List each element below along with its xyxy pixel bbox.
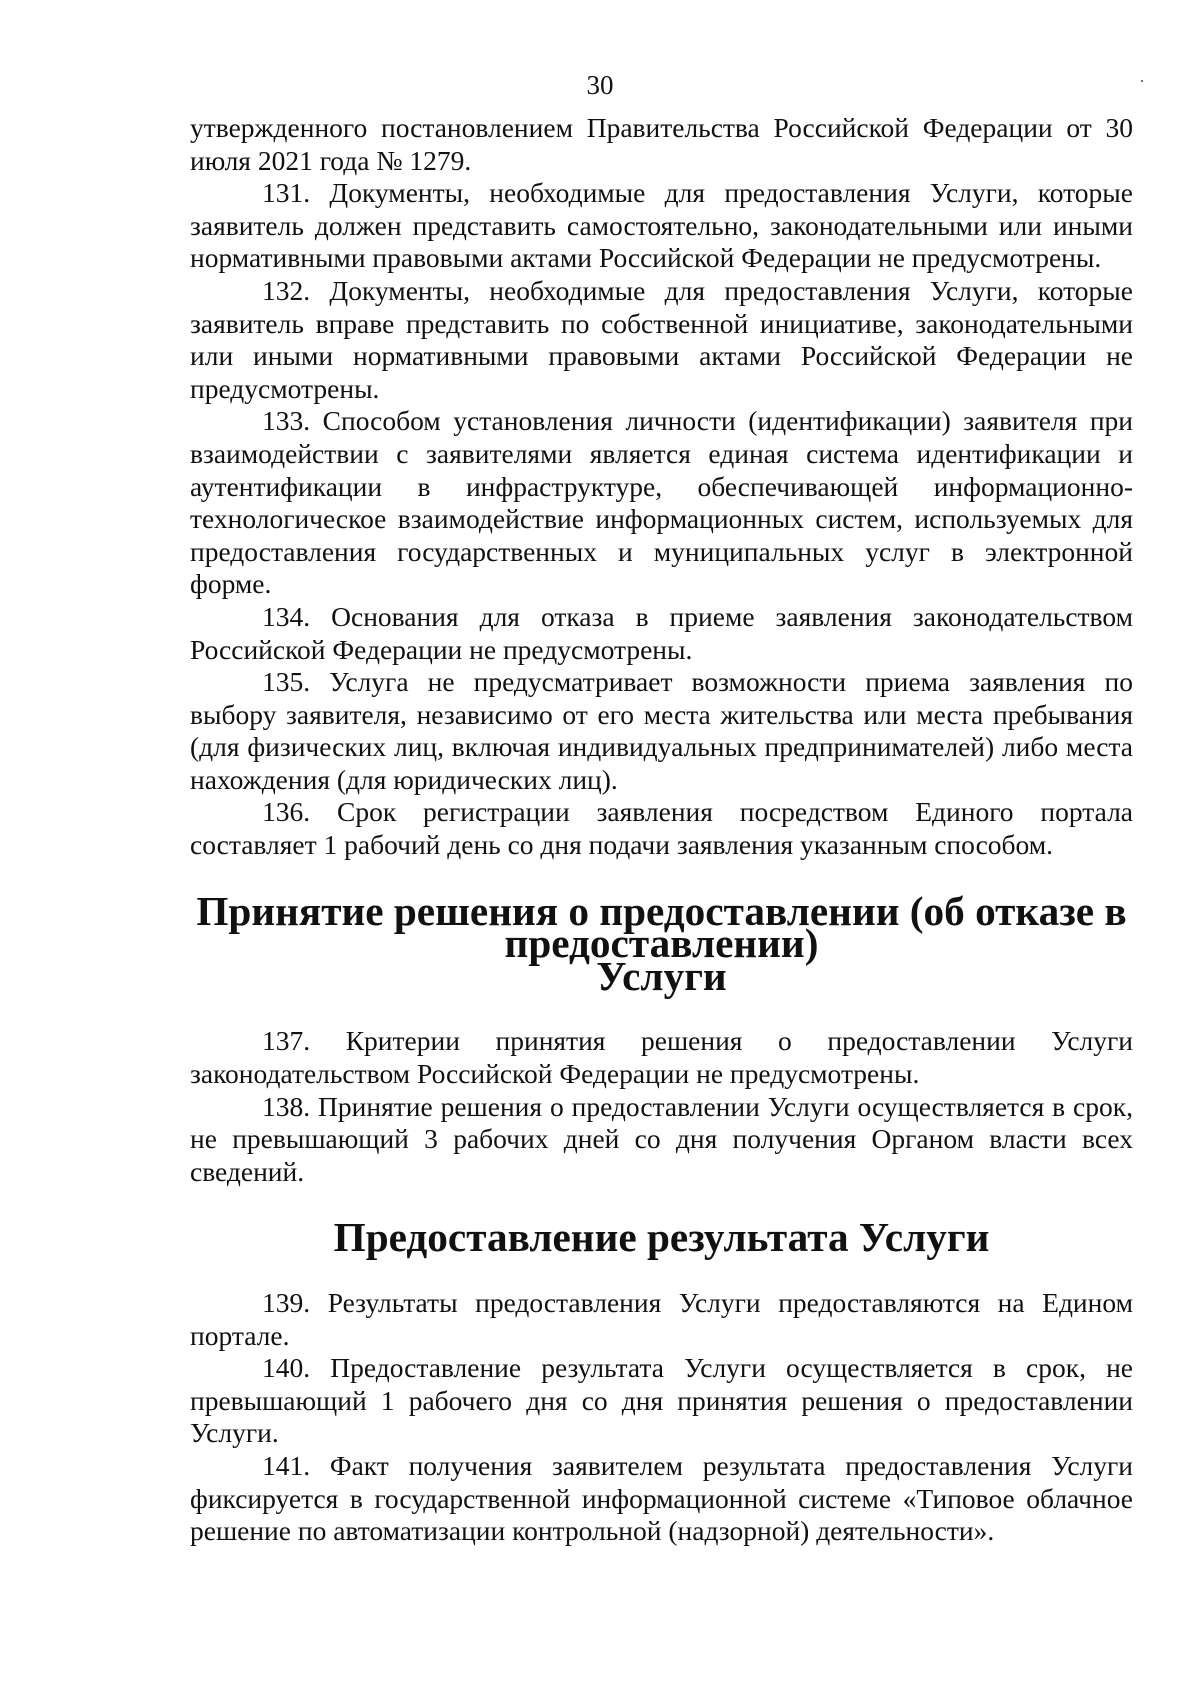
paragraph-continuation: утвержденного постановлением Правительства Российской Федерации от 30 июля 2021 года № 1279. (190, 112, 1133, 176)
section-heading-result: Предоставление результата Услуги (333, 1214, 990, 1261)
paragraph-134: 134. Основания для отказа в приеме заявления законодательством Российской Федерации не предусмотрены. (190, 600, 1133, 665)
section-heading-decision-line2: Услуги (596, 952, 727, 999)
paragraph-131: 131. Документы, необходимые для предоставления Услуги, которые заявитель должен представить самостоятельно, законодательными или иными нормативными правовыми актами Российской Федерации не предусмотрены. (190, 177, 1133, 274)
scan-speck (1141, 80, 1143, 82)
paragraph-138: 138. Принятие решения о предоставлении Услуги осуществляется в срок, не превышающий 3 рабочих дней со дня получения Органом власти всех сведений. (190, 1090, 1133, 1187)
paragraph-141: 141. Факт получения заявителем результата предоставления Услуги фиксируется в государственной информационной системе «Типовое облачное решение по автоматизации контрольной (надзорной) деятельности». (190, 1449, 1133, 1547)
paragraph-140: 140. Предоставление результата Услуги осуществляется в срок, не превышающий 1 рабочего дня со дня принятия решения о предоставлении Услуги. (190, 1352, 1133, 1449)
paragraph-132: 132. Документы, необходимые для предоставления Услуги, которые заявитель вправе представить по собственной инициативе, законодательными или иными нормативными правовыми актами Российской Федерации не предусмотрены. (190, 274, 1133, 404)
paragraph-137: 137. Критерии принятия решения о предоставлении Услуги законодательством Российской Федерации не предусмотрены. (190, 1025, 1133, 1090)
paragraph-136: 136. Срок регистрации заявления посредством Единого портала составляет 1 рабочий день со дня подачи заявления указанным способом. (190, 796, 1133, 861)
section-heading-decision-line1: Принятие решения о предоставлении (об отказе в предоставлении) (196, 887, 1127, 967)
section-heading-decision (190, 887, 1133, 999)
paragraph-139: 139. Результаты предоставления Услуги предоставляются на Едином портале. (190, 1287, 1133, 1351)
document-body (190, 112, 1133, 1548)
page-number: 30 (586, 70, 614, 100)
paragraph-135: 135. Услуга не предусматривает возможности приема заявления по выбору заявителя, независимо от его места жительства или места пребывания (для физических лиц, включая индивидуальных предпринимателей) либо места нахождения (для юридических лиц). (190, 666, 1133, 795)
paragraph-133: 133. Способом установления личности (идентификации) заявителя при взаимодействии с заявителями является единая система идентификации и аутентификации в инфраструктуре, обеспечивающей информационно-технологическое взаимодействие информационных систем, используемых для предоставления государственных и муниципальных услуг в электронной форме. (190, 405, 1133, 600)
